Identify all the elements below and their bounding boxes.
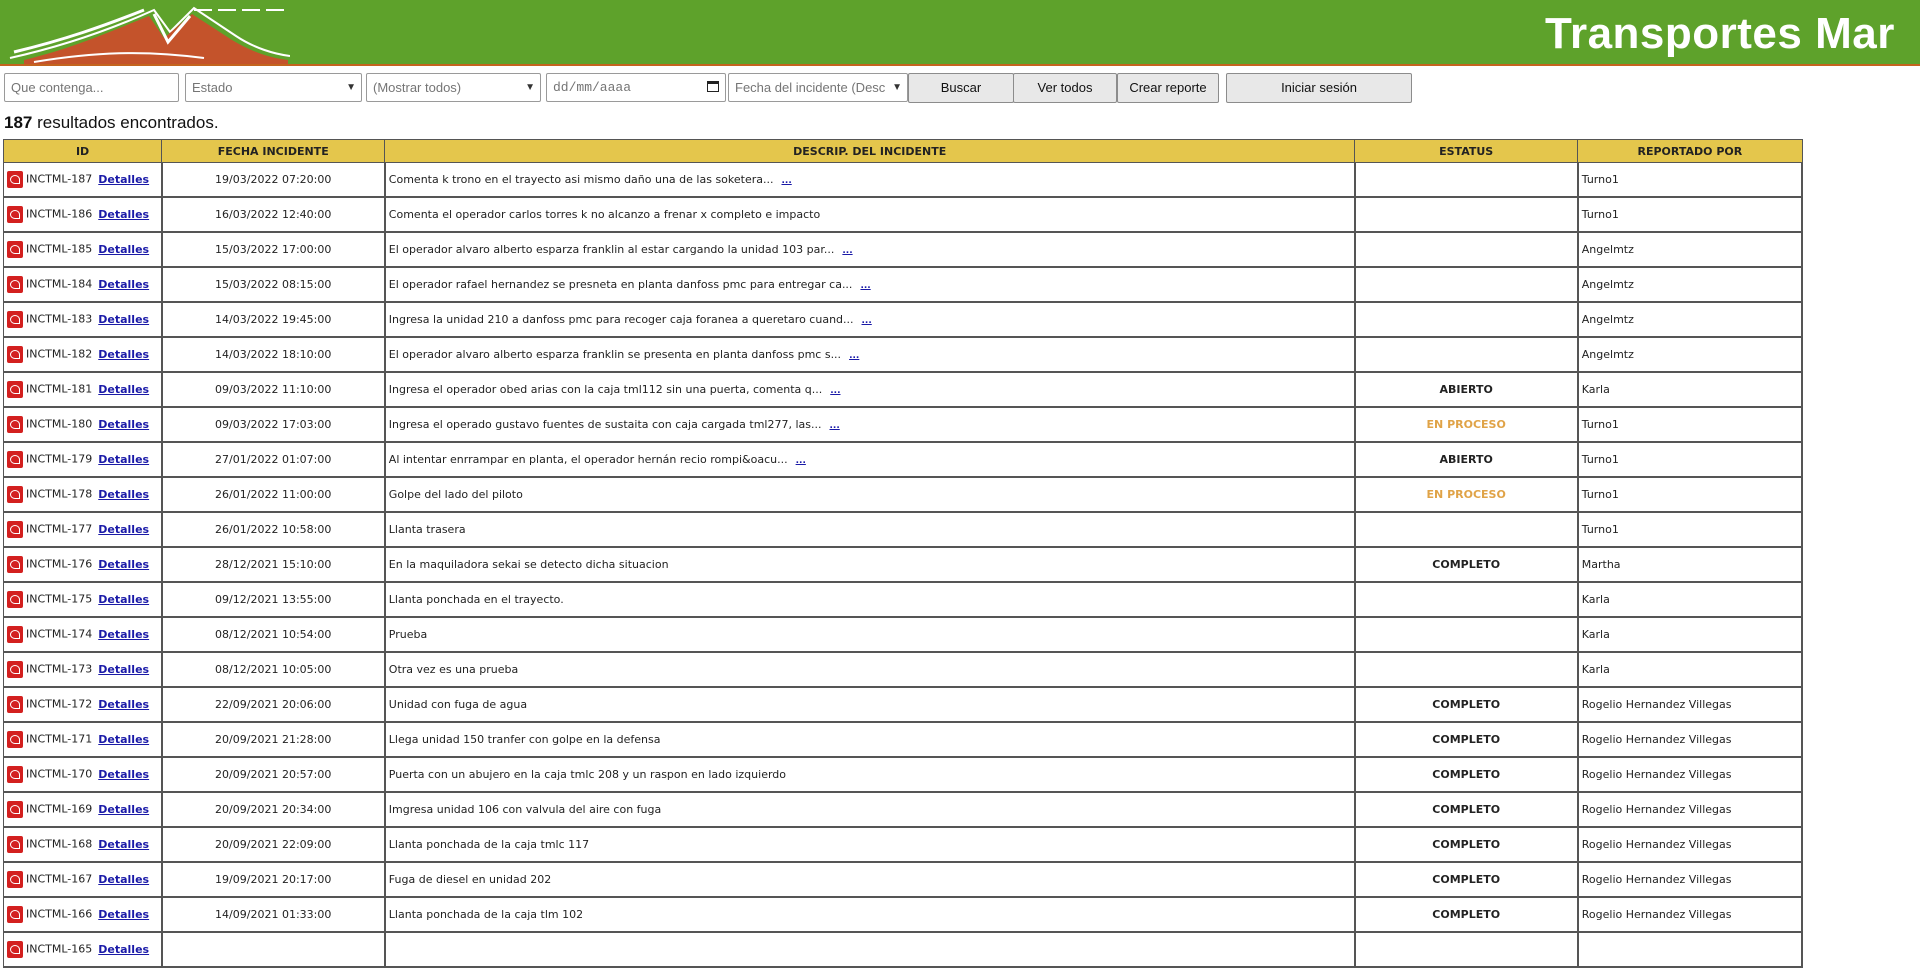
descripcion-text: Imgresa unidad 106 con valvula del aire con fuga (388, 803, 662, 816)
estatus-cell (1355, 652, 1578, 687)
descripcion-cell (385, 512, 1355, 547)
table-row (4, 932, 1803, 967)
reportado-cell: Turno1 (1578, 512, 1802, 547)
date-input-placeholder: dd/mm/aaaa (553, 80, 632, 95)
estatus-cell (1355, 792, 1578, 827)
id-cell (4, 267, 162, 302)
id-cell (4, 897, 162, 932)
detalles-link[interactable]: Detalles (98, 592, 150, 606)
descripcion-text: Puerta con un abujero en la caja tmlc 208 y un raspon en lado izquierdo (388, 768, 787, 781)
status-badge: COMPLETO (1432, 733, 1501, 746)
fecha-cell: 26/01/2022 11:00:00 (162, 477, 385, 512)
iniciar-sesion-button[interactable]: Iniciar sesión (1226, 73, 1412, 103)
descripcion-cell (385, 197, 1355, 232)
reportado-cell (1578, 932, 1802, 967)
sort-select-value: Fecha del incidente (Desc (735, 80, 886, 95)
fecha-cell: 09/03/2022 17:03:00 (162, 407, 385, 442)
descripcion-cell (385, 862, 1355, 897)
more-link[interactable]: ... (795, 456, 806, 466)
more-link[interactable]: ... (860, 281, 871, 291)
table-row (4, 722, 1803, 757)
mostrar-select[interactable] (366, 73, 541, 102)
table-row (4, 407, 1803, 442)
id-cell (4, 687, 162, 722)
pdf-icon[interactable] (7, 556, 23, 573)
descripcion-text: En la maquiladora sekai se detecto dicha situacion (388, 558, 669, 571)
fecha-cell: 20/09/2021 21:28:00 (162, 722, 385, 757)
table-row (4, 617, 1803, 652)
descripcion-cell (385, 337, 1355, 372)
detalles-link[interactable]: Detalles (98, 872, 150, 886)
incident-id: INCTML-168 (26, 837, 93, 851)
status-badge: EN PROCESO (1426, 418, 1506, 431)
ver-todos-button[interactable]: Ver todos (1013, 73, 1117, 103)
id-cell (4, 932, 162, 967)
incident-id: INCTML-179 (26, 452, 93, 466)
status-badge: COMPLETO (1432, 698, 1501, 711)
estatus-cell (1355, 302, 1578, 337)
reportado-cell: Turno1 (1578, 407, 1802, 442)
estatus-cell (1355, 267, 1578, 302)
estatus-cell (1355, 862, 1578, 897)
descripcion-text: Fuga de diesel en unidad 202 (388, 873, 552, 886)
reportado-cell: Rogelio Hernandez Villegas (1578, 757, 1802, 792)
mostrar-select-value: (Mostrar todos) (373, 80, 462, 95)
company-logo[interactable] (4, 2, 290, 64)
descripcion-text: Ingresa el operado gustavo fuentes de sustaita con caja cargada tml277, las... (388, 418, 822, 431)
descripcion-cell (385, 757, 1355, 792)
reportado-cell: Turno1 (1578, 477, 1802, 512)
detalles-link[interactable]: Detalles (98, 382, 150, 396)
fecha-cell: 09/03/2022 11:10:00 (162, 372, 385, 407)
pdf-icon[interactable] (7, 486, 23, 503)
id-cell (4, 477, 162, 512)
descripcion-cell (385, 617, 1355, 652)
status-badge: COMPLETO (1432, 558, 1501, 571)
incident-id: INCTML-170 (26, 767, 93, 781)
reportado-cell: Karla (1578, 617, 1802, 652)
fecha-cell: 08/12/2021 10:54:00 (162, 617, 385, 652)
detalles-link[interactable]: Detalles (98, 767, 150, 781)
descripcion-text: Al intentar enrrampar en planta, el operador hernán recio rompi&oacu... (388, 453, 788, 466)
id-cell (4, 232, 162, 267)
more-link[interactable]: ... (842, 246, 853, 256)
incident-id: INCTML-167 (26, 872, 93, 886)
descripcion-cell (385, 163, 1355, 198)
descripcion-cell (385, 932, 1355, 967)
incident-id: INCTML-174 (26, 627, 93, 641)
column-header-fecha[interactable]: FECHA INCIDENTE (162, 140, 385, 163)
incident-id: INCTML-187 (26, 172, 93, 186)
fecha-cell: 22/09/2021 20:06:00 (162, 687, 385, 722)
id-cell (4, 547, 162, 582)
table-row (4, 687, 1803, 722)
incident-id: INCTML-182 (26, 347, 93, 361)
incident-id: INCTML-172 (26, 697, 93, 711)
pdf-icon[interactable] (7, 276, 23, 293)
fecha-cell: 14/09/2021 01:33:00 (162, 897, 385, 932)
chevron-down-icon: ▼ (346, 82, 356, 93)
estatus-cell (1355, 337, 1578, 372)
id-cell (4, 722, 162, 757)
descripcion-text: Ingresa el operador obed arias con la caja tml112 sin una puerta, comenta q... (388, 383, 823, 396)
descripcion-text: Golpe del lado del piloto (388, 488, 523, 501)
descripcion-cell (385, 687, 1355, 722)
pdf-icon[interactable] (7, 626, 23, 643)
fecha-cell: 15/03/2022 17:00:00 (162, 232, 385, 267)
sort-select[interactable] (728, 73, 908, 102)
id-cell (4, 302, 162, 337)
fecha-cell: 19/03/2022 07:20:00 (162, 163, 385, 198)
table-row (4, 302, 1803, 337)
incident-id: INCTML-183 (26, 312, 93, 326)
incident-id: INCTML-180 (26, 417, 93, 431)
id-cell (4, 372, 162, 407)
table-row (4, 267, 1803, 302)
reportado-cell: Rogelio Hernandez Villegas (1578, 792, 1802, 827)
descripcion-cell (385, 547, 1355, 582)
descripcion-cell (385, 582, 1355, 617)
descripcion-cell (385, 302, 1355, 337)
pdf-icon[interactable] (7, 241, 23, 258)
descripcion-cell (385, 652, 1355, 687)
detalles-link[interactable]: Detalles (98, 942, 150, 956)
table-row (4, 897, 1803, 932)
descripcion-text: Llanta trasera (388, 523, 466, 536)
estatus-cell (1355, 617, 1578, 652)
fecha-cell: 20/09/2021 22:09:00 (162, 827, 385, 862)
reportado-cell: Karla (1578, 372, 1802, 407)
pdf-icon[interactable] (7, 836, 23, 853)
pdf-icon[interactable] (7, 381, 23, 398)
estatus-cell (1355, 897, 1578, 932)
table-row (4, 477, 1803, 512)
table-row (4, 792, 1803, 827)
more-link[interactable]: ... (829, 421, 840, 431)
pdf-icon[interactable] (7, 906, 23, 923)
descripcion-text: Llanta ponchada de la caja tmlc 117 (388, 838, 590, 851)
reportado-cell: Karla (1578, 652, 1802, 687)
more-link[interactable]: ... (830, 386, 841, 396)
id-cell (4, 827, 162, 862)
table-row (4, 827, 1803, 862)
table-row (4, 163, 1803, 198)
fecha-cell: 15/03/2022 08:15:00 (162, 267, 385, 302)
status-badge: COMPLETO (1432, 768, 1501, 781)
descripcion-cell (385, 897, 1355, 932)
column-header-estatus[interactable]: ESTATUS (1355, 140, 1578, 163)
pdf-icon[interactable] (7, 661, 23, 678)
detalles-link[interactable]: Detalles (98, 312, 150, 326)
reportado-cell: Martha (1578, 547, 1802, 582)
more-link[interactable]: ... (861, 316, 872, 326)
table-row (4, 337, 1803, 372)
reportado-cell: Rogelio Hernandez Villegas (1578, 687, 1802, 722)
chevron-down-icon: ▼ (890, 74, 902, 101)
brand-title: Transportes Mar (1545, 9, 1895, 58)
results-number: 187 (4, 113, 33, 132)
pdf-icon[interactable] (7, 451, 23, 468)
fecha-cell: 16/03/2022 12:40:00 (162, 197, 385, 232)
table-row (4, 442, 1803, 477)
status-badge: COMPLETO (1432, 803, 1501, 816)
table-row (4, 512, 1803, 547)
pdf-icon[interactable] (7, 521, 23, 538)
id-cell (4, 163, 162, 198)
incident-id: INCTML-178 (26, 487, 93, 501)
descripcion-text: Llanta ponchada de la caja tlm 102 (388, 908, 584, 921)
incident-id: INCTML-166 (26, 907, 93, 921)
column-header-descripcion[interactable]: DESCRIP. DEL INCIDENTE (385, 140, 1355, 163)
detalles-link[interactable]: Detalles (98, 417, 150, 431)
fecha-cell: 28/12/2021 15:10:00 (162, 547, 385, 582)
table-row (4, 372, 1803, 407)
reportado-cell: Angelmtz (1578, 267, 1802, 302)
estatus-cell (1355, 547, 1578, 582)
table-row (4, 652, 1803, 687)
incident-id: INCTML-165 (26, 942, 93, 956)
incident-id: INCTML-185 (26, 242, 93, 256)
id-cell (4, 792, 162, 827)
fecha-cell: 08/12/2021 10:05:00 (162, 652, 385, 687)
incident-id: INCTML-184 (26, 277, 93, 291)
column-header-reportado[interactable]: REPORTADO POR (1578, 140, 1802, 163)
detalles-link[interactable]: Detalles (98, 662, 150, 676)
descripcion-text: Comenta k trono en el trayecto asi mismo daño una de las soketera... (388, 173, 774, 186)
pdf-icon[interactable] (7, 416, 23, 433)
pdf-icon[interactable] (7, 591, 23, 608)
detalles-link[interactable]: Detalles (98, 347, 150, 361)
reportado-cell: Rogelio Hernandez Villegas (1578, 897, 1802, 932)
reportado-cell: Turno1 (1578, 163, 1802, 198)
descripcion-cell (385, 442, 1355, 477)
id-cell (4, 652, 162, 687)
buscar-button[interactable]: Buscar (908, 73, 1014, 103)
estatus-cell (1355, 687, 1578, 722)
descripcion-cell (385, 372, 1355, 407)
detalles-link[interactable]: Detalles (98, 522, 150, 536)
detalles-link[interactable]: Detalles (98, 557, 150, 571)
incident-id: INCTML-171 (26, 732, 93, 746)
descripcion-cell (385, 792, 1355, 827)
fecha-cell: 20/09/2021 20:34:00 (162, 792, 385, 827)
table-row (4, 232, 1803, 267)
fecha-cell: 26/01/2022 10:58:00 (162, 512, 385, 547)
detalles-link[interactable]: Detalles (98, 697, 150, 711)
descripcion-text: Comenta el operador carlos torres k no alcanzo a frenar x completo e impacto (388, 208, 821, 221)
detalles-link[interactable]: Detalles (98, 172, 150, 186)
pdf-icon[interactable] (7, 871, 23, 888)
descripcion-text: Prueba (388, 628, 428, 641)
incident-id: INCTML-173 (26, 662, 93, 676)
incident-id: INCTML-169 (26, 802, 93, 816)
incident-id: INCTML-175 (26, 592, 93, 606)
detalles-link[interactable]: Detalles (98, 242, 150, 256)
estatus-cell (1355, 827, 1578, 862)
pdf-icon[interactable] (7, 801, 23, 818)
fecha-cell (162, 932, 385, 967)
reportado-cell: Rogelio Hernandez Villegas (1578, 862, 1802, 897)
descripcion-cell (385, 722, 1355, 757)
reportado-cell: Turno1 (1578, 442, 1802, 477)
id-cell (4, 757, 162, 792)
status-badge: COMPLETO (1432, 873, 1501, 886)
estatus-cell (1355, 582, 1578, 617)
estatus-cell (1355, 372, 1578, 407)
calendar-icon[interactable] (707, 81, 719, 92)
chevron-down-icon: ▼ (525, 82, 535, 93)
table-row (4, 197, 1803, 232)
descripcion-text: El operador alvaro alberto esparza franklin al estar cargando la unidad 103 par... (388, 243, 835, 256)
estatus-cell (1355, 932, 1578, 967)
descripcion-text: Llanta ponchada en el trayecto. (388, 593, 564, 606)
header-bar (0, 0, 1920, 66)
reportado-cell: Rogelio Hernandez Villegas (1578, 827, 1802, 862)
more-link[interactable]: ... (781, 176, 792, 186)
fecha-cell: 19/09/2021 20:17:00 (162, 862, 385, 897)
estado-select-value: Estado (192, 80, 233, 95)
incident-id: INCTML-186 (26, 207, 93, 221)
status-badge: COMPLETO (1432, 908, 1501, 921)
status-badge: COMPLETO (1432, 838, 1501, 851)
status-badge: ABIERTO (1439, 453, 1493, 466)
fecha-cell: 14/03/2022 19:45:00 (162, 302, 385, 337)
id-cell (4, 197, 162, 232)
detalles-link[interactable]: Detalles (98, 487, 150, 501)
estatus-cell (1355, 163, 1578, 198)
date-input[interactable] (546, 73, 726, 102)
table-row (4, 547, 1803, 582)
detalles-link[interactable]: Detalles (98, 627, 150, 641)
status-badge: EN PROCESO (1426, 488, 1506, 501)
fecha-cell: 14/03/2022 18:10:00 (162, 337, 385, 372)
descripcion-text: El operador alvaro alberto esparza franklin se presenta en planta danfoss pmc s... (388, 348, 842, 361)
pdf-icon[interactable] (7, 311, 23, 328)
id-cell (4, 512, 162, 547)
reportado-cell: Angelmtz (1578, 337, 1802, 372)
pdf-icon[interactable] (7, 696, 23, 713)
descripcion-text: El operador rafael hernandez se presneta en planta danfoss pmc para entregar ca... (388, 278, 853, 291)
detalles-link[interactable]: Detalles (98, 837, 150, 851)
reportado-cell: Rogelio Hernandez Villegas (1578, 722, 1802, 757)
id-cell (4, 442, 162, 477)
id-cell (4, 337, 162, 372)
estatus-cell (1355, 722, 1578, 757)
id-cell (4, 582, 162, 617)
descripcion-text: Llega unidad 150 tranfer con golpe en la defensa (388, 733, 661, 746)
descripcion-cell (385, 407, 1355, 442)
more-link[interactable]: ... (849, 351, 860, 361)
detalles-link[interactable]: Detalles (98, 732, 150, 746)
id-cell (4, 617, 162, 652)
pdf-icon[interactable] (7, 731, 23, 748)
descripcion-cell (385, 477, 1355, 512)
detalles-link[interactable]: Detalles (98, 277, 150, 291)
reportado-cell: Karla (1578, 582, 1802, 617)
descripcion-cell (385, 267, 1355, 302)
estatus-cell (1355, 757, 1578, 792)
estatus-cell (1355, 232, 1578, 267)
descripcion-text: Otra vez es una prueba (388, 663, 519, 676)
fecha-cell: 20/09/2021 20:57:00 (162, 757, 385, 792)
results-text: resultados encontrados. (32, 113, 219, 132)
fecha-cell: 27/01/2022 01:07:00 (162, 442, 385, 477)
pdf-icon[interactable] (7, 206, 23, 223)
detalles-link[interactable]: Detalles (98, 802, 150, 816)
column-header-id[interactable]: ID (4, 140, 162, 163)
results-count (4, 113, 219, 133)
estatus-cell (1355, 442, 1578, 477)
reportado-cell: Angelmtz (1578, 232, 1802, 267)
id-cell (4, 407, 162, 442)
incident-id: INCTML-176 (26, 557, 93, 571)
incident-id: INCTML-181 (26, 382, 93, 396)
reportado-cell: Turno1 (1578, 197, 1802, 232)
estatus-cell (1355, 407, 1578, 442)
search-input[interactable] (4, 73, 179, 102)
estatus-cell (1355, 477, 1578, 512)
id-cell (4, 862, 162, 897)
pdf-icon[interactable] (7, 941, 23, 958)
descripcion-text: Ingresa la unidad 210 a danfoss pmc para recoger caja foranea a queretaro cuand... (388, 313, 854, 326)
pdf-icon[interactable] (7, 766, 23, 783)
detalles-link[interactable]: Detalles (98, 452, 150, 466)
crear-reporte-button[interactable]: Crear reporte (1117, 73, 1219, 103)
detalles-link[interactable]: Detalles (98, 207, 150, 221)
table-row (4, 862, 1803, 897)
table-row (4, 757, 1803, 792)
detalles-link[interactable]: Detalles (98, 907, 150, 921)
incident-id: INCTML-177 (26, 522, 93, 536)
status-badge: ABIERTO (1439, 383, 1493, 396)
descripcion-text: Unidad con fuga de agua (388, 698, 528, 711)
reportado-cell: Angelmtz (1578, 302, 1802, 337)
table-header-row (4, 140, 1803, 163)
estatus-cell (1355, 512, 1578, 547)
pdf-icon[interactable] (7, 171, 23, 188)
estado-select[interactable] (185, 73, 362, 102)
fecha-cell: 09/12/2021 13:55:00 (162, 582, 385, 617)
pdf-icon[interactable] (7, 346, 23, 363)
table-row (4, 582, 1803, 617)
descripcion-cell (385, 827, 1355, 862)
estatus-cell (1355, 197, 1578, 232)
descripcion-cell (385, 232, 1355, 267)
incidents-table (3, 139, 1803, 968)
